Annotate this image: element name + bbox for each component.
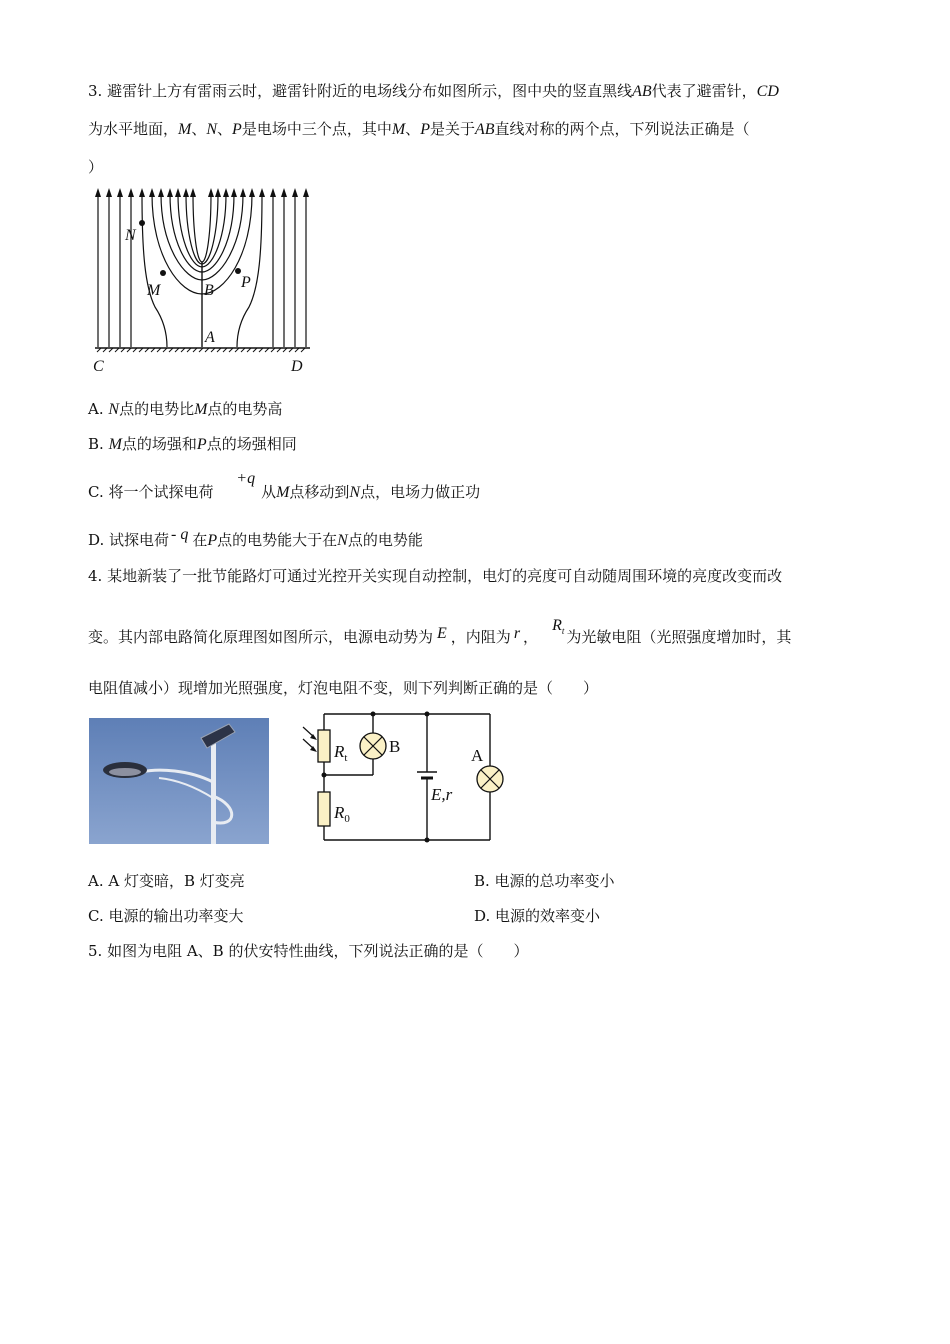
lamp-b	[360, 733, 386, 759]
point-m	[160, 270, 166, 276]
q4-stem-line2: 变。其内部电路简化原理图如图所示，电源电动势为 E ，内阻为 r ，$R_t$ 为光敏电阻（光照强度增加时，其	[88, 617, 792, 646]
q4-option-d: D. 电源的效率变小	[474, 907, 601, 925]
label-n: N	[125, 227, 136, 244]
label-c: C	[93, 358, 104, 375]
q3-option-d: D. 试探电荷 - q 在P点的电势能大于在N点的电势能	[88, 526, 423, 549]
battery	[417, 772, 437, 778]
street-lamp-photo	[89, 718, 269, 844]
q4-option-c: C. 电源的输出功率变大	[88, 907, 244, 925]
label-lamp-b: B	[389, 737, 401, 756]
q3-option-a: A. N点的电势比M点的电势高	[88, 400, 283, 418]
q5-stem-line1: 5. 如图为电阻 A、B 的伏安特性曲线，下列说法正确的是（ ）	[88, 942, 529, 960]
junctions	[322, 712, 430, 843]
q3-option-c: C. 将一个试探电荷 +q从M点移动到N点，电场力做正功	[88, 470, 481, 501]
q3-option-b: B. M点的场强和P点的场强相同	[88, 435, 297, 453]
q3-stem-line2: 为水平地面，M、N、P是电场中三个点，其中M、P是关于AB直线对称的两个点，下列说法正确是（	[88, 120, 750, 138]
q4-option-b: B. 电源的总功率变小	[474, 872, 615, 890]
q3-stem-line1: 3. 避雷针上方有雷雨云时，避雷针附近的电场线分布如图所示，图中央的竖直黑线AB代表了避雷针，CD	[88, 82, 779, 100]
label-b: B	[204, 282, 214, 299]
arrow-heads	[95, 188, 309, 197]
label-r0: $R_0$	[334, 803, 350, 825]
lamp-a	[477, 766, 503, 792]
label-lamp-a: A	[471, 746, 484, 765]
resistor-r0	[318, 792, 330, 826]
q4-stem-line1: 4. 某地新装了一批节能路灯可通过光控开关实现自动控制，电灯的亮度可自动随周围环境的亮度改变而改	[88, 567, 783, 585]
field-lines	[98, 194, 306, 347]
photoresistor-rt	[318, 730, 330, 762]
circuit-diagram	[300, 705, 510, 850]
point-n	[139, 220, 145, 226]
label-rt: $R_t$	[334, 742, 348, 764]
label-a: A	[205, 329, 215, 346]
q3-stem-line3: ）	[88, 158, 104, 176]
q4-stem-line3: 电阻值减小）现增加光照强度，灯泡电阻不变，则下列判断正确的是（ ）	[88, 679, 599, 697]
label-m: M	[147, 282, 161, 299]
label-d: D	[291, 358, 303, 375]
label-battery: E,r	[431, 785, 453, 804]
q4-option-a: A. A 灯变暗，B 灯变亮	[88, 872, 245, 890]
label-p: P	[241, 274, 251, 291]
lightning-rod-field-diagram	[85, 182, 315, 377]
